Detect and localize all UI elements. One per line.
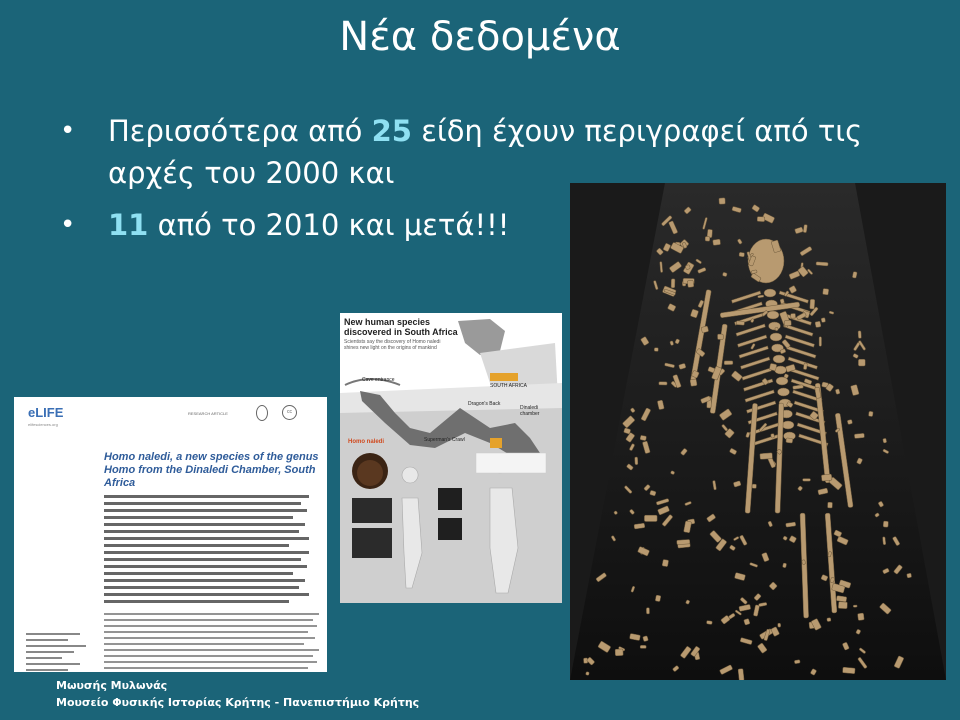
creative-commons-icon: cc <box>282 405 297 420</box>
text-line-placeholder <box>104 502 301 505</box>
bone-fragment <box>719 198 725 204</box>
bone-fragment <box>724 361 733 365</box>
bone-fragment <box>838 602 847 609</box>
author-name: Μωυσής Μυλωνάς <box>56 679 168 692</box>
bone-fragment <box>640 645 646 648</box>
text-line-placeholder <box>104 637 315 639</box>
vertebra-bone <box>770 333 782 341</box>
label-homo-naledi: Homo naledi <box>348 439 385 445</box>
shoulder-photo <box>438 488 462 510</box>
bone-fragment <box>821 474 832 481</box>
hand-photo <box>352 528 392 558</box>
label-dragons-back: Dragon's Back <box>468 401 501 407</box>
bone-fragment <box>718 334 724 339</box>
skull-photo <box>352 498 392 523</box>
bone-fragment <box>586 672 590 676</box>
bone-fragment <box>853 605 857 607</box>
bullet-dot-icon: • <box>60 210 76 240</box>
bone-fragment <box>758 295 764 298</box>
bone-fragment <box>819 337 821 347</box>
text-line-placeholder <box>104 523 305 526</box>
bone-fragment <box>802 560 806 565</box>
bone-fragment <box>858 359 865 366</box>
text-line-placeholder <box>104 544 289 547</box>
vertebra-bone <box>767 311 779 319</box>
text-line-placeholder <box>26 639 68 641</box>
text-line-placeholder <box>104 551 309 554</box>
bone-fragment <box>662 559 669 566</box>
skeleton-photo <box>570 183 946 680</box>
bullet-highlight-11: 11 <box>108 208 149 242</box>
infographic <box>340 313 562 603</box>
bone-fragment <box>828 502 833 508</box>
bone-fragment <box>823 288 829 295</box>
bone-fragment <box>655 595 661 602</box>
vertebra-bone <box>764 289 776 297</box>
text-line-placeholder <box>104 537 309 540</box>
vertebra-bone <box>773 355 785 363</box>
bone-fragment <box>615 649 623 656</box>
text-line-placeholder <box>104 655 313 657</box>
author-list <box>104 495 309 607</box>
label-dinaledi: Dinaledi chamber <box>520 405 540 417</box>
footer <box>56 677 419 711</box>
slide-title: Νέα δεδομένα <box>339 14 621 60</box>
text-line-placeholder <box>26 663 80 665</box>
text-line-placeholder <box>26 645 86 647</box>
bone-fragment <box>685 265 690 270</box>
bone-fragment <box>760 453 773 460</box>
bone-fragment <box>907 573 912 578</box>
bone-fragment <box>677 539 690 544</box>
bone-fragment <box>786 438 793 443</box>
bone-fragment <box>646 608 649 614</box>
text-line-placeholder <box>26 669 68 671</box>
bone-fragment <box>883 438 887 443</box>
bone-fragment <box>705 237 710 242</box>
bone-fragment <box>757 217 765 222</box>
hand-bones-photo <box>438 518 462 540</box>
text-line-placeholder <box>104 667 308 669</box>
paper-title: Homo naledi, a new species of the genus Homo from the Dinaledi Chamber, South Africa <box>104 451 319 489</box>
bone-fragment <box>791 314 796 319</box>
text-line-placeholder <box>104 631 308 633</box>
bullet-item <box>60 110 930 194</box>
text-line-placeholder <box>26 651 74 653</box>
bone-fragment <box>769 363 777 371</box>
text-line-placeholder <box>104 579 305 582</box>
bone-fragment <box>752 484 756 488</box>
infographic-title: New human species discovered in South Africa <box>344 317 458 337</box>
label-cave-entrance: Cave entrance <box>362 377 395 383</box>
skeleton-image <box>570 183 946 680</box>
text-line-placeholder <box>104 509 307 512</box>
bone-fragment <box>794 660 800 664</box>
bullet-text-1b: είδη έχουν περιγραφεί από τις αρχές του 2000 και <box>108 114 863 190</box>
africa-map-icon <box>458 319 505 355</box>
open-access-icon <box>256 405 268 421</box>
bone-fragment <box>654 348 658 352</box>
label-supermans-crawl: Superman's Crawl <box>424 437 465 443</box>
infographic-drawing <box>340 313 562 603</box>
bone-fragment <box>816 262 828 266</box>
correspondence-block <box>26 633 86 672</box>
bone-fragment <box>644 515 657 521</box>
bone-fragment <box>858 613 865 620</box>
bone-fragment <box>815 321 821 328</box>
bone-fragment <box>635 457 638 465</box>
text-line-placeholder <box>104 619 313 621</box>
bone-fragment <box>803 479 811 482</box>
text-line-placeholder <box>104 625 317 627</box>
infographic-subtitle: Scientists say the discovery of Homo naledi shines new light on the origins of mankind <box>344 339 441 351</box>
bullet-text-1a: Περισσότερα από <box>108 114 372 148</box>
bone-fragment <box>810 299 815 309</box>
bone-fragment <box>736 321 744 325</box>
text-line-placeholder <box>104 565 307 568</box>
vertebra-bone <box>782 421 794 429</box>
text-line-placeholder <box>104 495 309 498</box>
bone-fragment <box>775 327 778 331</box>
elife-logo: eLIFE <box>28 405 64 420</box>
bullet-highlight-25: 25 <box>371 114 412 148</box>
bone-fragment <box>883 521 888 527</box>
bone-fragment <box>836 596 846 602</box>
bone-fragment <box>640 435 647 441</box>
bone-fragment <box>858 331 861 339</box>
text-line-placeholder <box>104 530 299 533</box>
bone-fragment <box>706 621 712 625</box>
bone-fragment <box>782 563 786 568</box>
bone-fragment <box>780 299 784 304</box>
bone-fragment <box>854 433 864 438</box>
bone-fragment <box>843 667 856 674</box>
bullet-text-2: από το 2010 και μετά!!! <box>148 208 510 242</box>
text-line-placeholder <box>104 649 319 651</box>
vertebra-bone <box>778 388 790 396</box>
bone-fragment <box>883 537 886 545</box>
bone-fragment <box>687 280 694 287</box>
elife-site: elifesciences.org <box>28 422 58 427</box>
text-line-placeholder <box>26 657 62 659</box>
bone-fragment <box>643 636 649 642</box>
bone-fragment <box>671 279 675 288</box>
label-south-africa: SOUTH AFRICA <box>490 383 527 389</box>
text-line-placeholder <box>104 572 293 575</box>
article-type: RESEARCH ARTICLE <box>188 411 228 416</box>
bone-fragment <box>659 382 667 385</box>
institution: Μουσείο Φυσικής Ιστορίας Κρήτης - Πανεπιστήμιο Κρήτης <box>56 696 420 709</box>
text-line-placeholder <box>104 600 289 603</box>
text-line-placeholder <box>26 633 80 635</box>
text-line-placeholder <box>104 643 304 645</box>
elife-paper <box>14 397 327 672</box>
text-line-placeholder <box>104 593 309 596</box>
bullet-dot-icon: • <box>60 116 76 146</box>
text-line-placeholder <box>104 558 301 561</box>
bone-fragment <box>803 363 807 370</box>
bone-fragment <box>739 252 745 257</box>
bone-fragment <box>771 434 775 439</box>
text-line-placeholder <box>104 586 299 589</box>
text-line-placeholder <box>104 661 317 663</box>
bone-fragment <box>827 618 831 622</box>
map-location-tag <box>490 373 518 381</box>
text-line-placeholder <box>104 516 293 519</box>
bone-fragment <box>778 623 781 627</box>
affiliations <box>104 613 319 672</box>
text-line-placeholder <box>104 613 319 615</box>
bone-fragment <box>784 320 791 326</box>
bone-fragment <box>738 669 744 680</box>
vertebra-bone <box>769 322 781 330</box>
bone-fragment <box>713 239 721 245</box>
bone-fragment <box>868 411 873 416</box>
bone-fragment <box>690 379 697 386</box>
bone-fragment <box>821 318 826 323</box>
bone-fragment <box>847 419 852 424</box>
